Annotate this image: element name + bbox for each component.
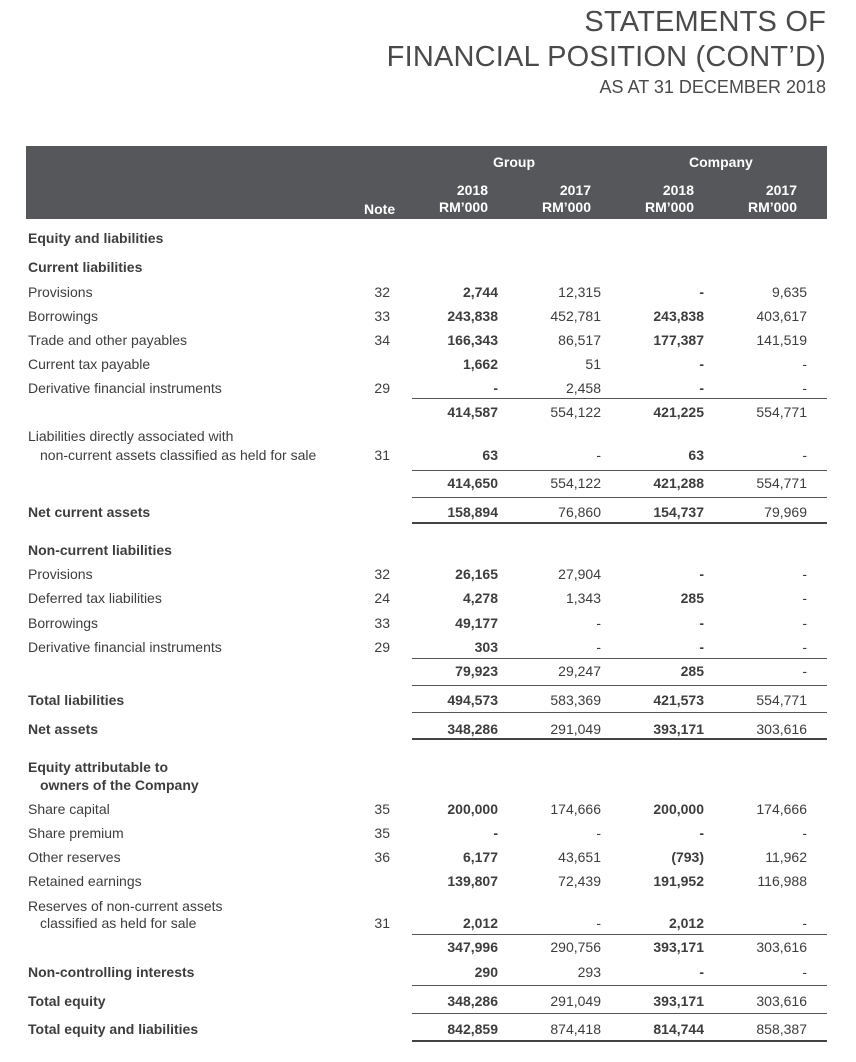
- table-header: [26, 146, 827, 219]
- cell-group-2017: -: [596, 915, 601, 931]
- cell-company-2018: 421,573: [653, 692, 704, 708]
- cell-company-2017: -: [802, 356, 807, 372]
- cell-group-2018: 4,278: [462, 590, 498, 606]
- table-row: [26, 355, 827, 375]
- cell-company-2017: 554,771: [756, 404, 807, 420]
- cell-group-2017: 452,781: [550, 308, 601, 324]
- cell-group-2018: 166,343: [447, 332, 498, 348]
- cell-company-2017: 303,616: [756, 939, 807, 955]
- row-label: Share capital: [28, 801, 110, 817]
- cell-group-2018: 347,996: [447, 939, 498, 955]
- row-note: 35: [374, 825, 390, 841]
- table-row: [26, 307, 827, 327]
- row-label: Borrowings: [28, 308, 99, 324]
- cell-company-2017: -: [802, 825, 807, 841]
- cell-company-2017: 79,969: [764, 504, 807, 520]
- table-row: [26, 565, 827, 585]
- row-label: Total equity: [28, 993, 106, 1009]
- cell-group-2017: 27,904: [558, 566, 601, 582]
- cell-company-2017: 174,666: [756, 801, 807, 817]
- table-row: [26, 1020, 827, 1040]
- table-row: [26, 474, 827, 494]
- row-label: Current liabilities: [28, 259, 143, 275]
- row-label: Non-current liabilities: [28, 542, 172, 558]
- row-label: Borrowings: [28, 615, 99, 631]
- cell-group-2017: 1,343: [565, 590, 601, 606]
- row-label: Total equity and liabilities: [28, 1021, 199, 1037]
- table-row: [26, 403, 827, 423]
- col-group-2018-year: 2018: [456, 182, 488, 198]
- row-label: owners of the Company: [40, 777, 199, 793]
- row-label: Share premium: [28, 825, 124, 841]
- cell-group-2018: 494,573: [447, 692, 498, 708]
- table-row: [26, 331, 827, 351]
- cell-company-2017: 554,771: [756, 475, 807, 491]
- row-label: Non-controlling interests: [28, 964, 195, 980]
- row-note: 33: [374, 308, 390, 324]
- table-row: [26, 758, 827, 778]
- row-note: 36: [374, 849, 390, 865]
- col-company-2018-unit: RM’000: [644, 199, 694, 215]
- col-group-2018-unit: RM’000: [438, 199, 488, 215]
- cell-company-2018: -: [699, 615, 704, 631]
- row-label: Deferred tax liabilities: [28, 590, 162, 606]
- cell-group-2017: 174,666: [550, 801, 601, 817]
- cell-group-2018: 303: [474, 639, 498, 655]
- row-label: Net current assets: [28, 504, 151, 520]
- cell-company-2018: 393,171: [653, 993, 704, 1009]
- cell-group-2018: 63: [482, 447, 498, 463]
- cell-group-2018: 348,286: [447, 721, 498, 737]
- table-row: [26, 229, 827, 249]
- cell-group-2017: 583,369: [550, 692, 601, 708]
- cell-group-2018: 26,165: [455, 566, 498, 582]
- cell-company-2018: 243,838: [653, 308, 704, 324]
- cell-company-2017: -: [802, 447, 807, 463]
- table-row: [26, 427, 827, 447]
- cell-group-2018: -: [493, 380, 498, 396]
- cell-group-2018: 842,859: [447, 1021, 498, 1037]
- title-line-1: STATEMENTS OF: [584, 6, 826, 38]
- cell-company-2017: -: [802, 380, 807, 396]
- row-note: 35: [374, 801, 390, 817]
- cell-group-2018: 414,650: [447, 475, 498, 491]
- table-row: [26, 379, 827, 399]
- cell-group-2018: 2,012: [462, 915, 498, 931]
- cell-company-2017: -: [802, 566, 807, 582]
- cell-group-2018: 2,744: [462, 284, 498, 300]
- cell-company-2017: 9,635: [771, 284, 807, 300]
- page-title: [387, 8, 826, 96]
- row-label: Other reserves: [28, 849, 121, 865]
- cell-company-2018: -: [699, 566, 704, 582]
- cell-company-2018: 393,171: [653, 939, 704, 955]
- table-row: [26, 914, 827, 934]
- table-row: [26, 446, 827, 466]
- table-row: [26, 662, 827, 682]
- table-row: [26, 691, 827, 711]
- row-note: 33: [374, 615, 390, 631]
- cell-company-2017: 403,617: [756, 308, 807, 324]
- title-line-2: FINANCIAL POSITION (CONT’D): [386, 41, 826, 73]
- cell-group-2017: -: [596, 447, 601, 463]
- table-row: [26, 541, 827, 561]
- cell-group-2018: 49,177: [455, 615, 498, 631]
- cell-company-2018: 421,225: [653, 404, 704, 420]
- cell-company-2018: (793): [671, 849, 704, 865]
- row-note: 34: [374, 332, 390, 348]
- cell-company-2018: -: [699, 356, 704, 372]
- table-row: [26, 638, 827, 658]
- row-label: Provisions: [28, 284, 93, 300]
- cell-group-2017: 43,651: [558, 849, 601, 865]
- cell-company-2018: -: [699, 825, 704, 841]
- cell-company-2017: 303,616: [756, 721, 807, 737]
- cell-group-2018: 1,662: [462, 356, 498, 372]
- cell-group-2018: 200,000: [447, 801, 498, 817]
- cell-group-2018: 243,838: [447, 308, 498, 324]
- cell-company-2017: -: [802, 590, 807, 606]
- cell-company-2017: -: [802, 915, 807, 931]
- cell-group-2017: 51: [585, 356, 601, 372]
- cell-company-2017: -: [802, 639, 807, 655]
- row-label: Total liabilities: [28, 692, 125, 708]
- row-note: 32: [374, 566, 390, 582]
- row-note: 24: [374, 590, 390, 606]
- col-group-2017-year: 2017: [559, 182, 591, 198]
- cell-company-2018: -: [699, 284, 704, 300]
- cell-group-2018: 414,587: [447, 404, 498, 420]
- row-label: classified as held for sale: [40, 915, 197, 931]
- cell-company-2018: 63: [688, 447, 704, 463]
- table-row: [26, 720, 827, 740]
- table-row: [26, 283, 827, 303]
- cell-company-2017: 116,988: [757, 873, 807, 889]
- cell-group-2017: 2,458: [565, 380, 601, 396]
- group-heading: Group: [493, 154, 535, 170]
- row-label: Equity and liabilities: [28, 230, 164, 246]
- cell-group-2017: 76,860: [558, 504, 601, 520]
- row-label: Retained earnings: [28, 873, 142, 889]
- row-label: Trade and other payables: [28, 332, 188, 348]
- table-row: [26, 800, 827, 820]
- row-label: Derivative financial instruments: [28, 639, 222, 655]
- cell-group-2018: 79,923: [455, 663, 498, 679]
- cell-company-2018: 191,952: [653, 873, 704, 889]
- row-note: 31: [374, 447, 390, 463]
- table-row: [26, 872, 827, 892]
- cell-group-2018: 290: [474, 964, 498, 980]
- table-row: [26, 503, 827, 523]
- cell-group-2018: 6,177: [462, 849, 498, 865]
- table-row: [26, 848, 827, 868]
- cell-company-2018: 285: [680, 663, 704, 679]
- col-group-2017-unit: RM’000: [541, 199, 591, 215]
- cell-group-2017: 554,122: [550, 404, 601, 420]
- table-row: [26, 963, 827, 983]
- cell-group-2017: 291,049: [550, 721, 601, 737]
- cell-company-2018: -: [699, 380, 704, 396]
- cell-company-2017: 858,387: [756, 1021, 807, 1037]
- row-note: 29: [374, 639, 390, 655]
- cell-company-2018: 2,012: [668, 915, 704, 931]
- cell-group-2017: 12,315: [558, 284, 601, 300]
- col-company-2017-year: 2017: [765, 182, 797, 198]
- title-date: AS AT 31 DECEMBER 2018: [599, 77, 826, 97]
- col-company-2017-unit: RM’000: [747, 199, 797, 215]
- row-label: Liabilities directly associated with: [28, 428, 234, 444]
- table-row: [26, 824, 827, 844]
- cell-group-2017: -: [596, 825, 601, 841]
- cell-group-2017: 291,049: [550, 993, 601, 1009]
- cell-company-2018: 814,744: [653, 1021, 704, 1037]
- table-row: [26, 258, 827, 278]
- row-note: 32: [374, 284, 390, 300]
- cell-group-2018: 348,286: [447, 993, 498, 1009]
- cell-company-2017: -: [802, 964, 807, 980]
- cell-company-2018: 177,387: [653, 332, 704, 348]
- cell-group-2017: 293: [577, 964, 601, 980]
- table-row: [26, 776, 827, 796]
- row-label: Derivative financial instruments: [28, 380, 222, 396]
- cell-company-2017: 303,616: [756, 993, 807, 1009]
- note-heading: Note: [364, 201, 396, 217]
- cell-group-2017: 86,517: [558, 332, 601, 348]
- cell-company-2018: 154,737: [653, 504, 704, 520]
- cell-group-2017: -: [596, 615, 601, 631]
- cell-group-2018: -: [493, 825, 498, 841]
- cell-group-2017: 874,418: [550, 1021, 601, 1037]
- cell-company-2017: -: [802, 663, 807, 679]
- cell-company-2017: 141,519: [756, 332, 807, 348]
- cell-company-2018: 421,288: [653, 475, 704, 491]
- cell-company-2018: 200,000: [653, 801, 704, 817]
- table-row: [26, 938, 827, 958]
- cell-group-2018: 158,894: [447, 504, 498, 520]
- cell-group-2017: -: [596, 639, 601, 655]
- cell-group-2017: 72,439: [558, 873, 601, 889]
- cell-company-2018: -: [699, 964, 704, 980]
- cell-company-2018: 393,171: [653, 721, 704, 737]
- table-row: [26, 589, 827, 609]
- table-row: [26, 614, 827, 634]
- cell-group-2018: 139,807: [447, 873, 498, 889]
- row-note: 29: [374, 380, 390, 396]
- cell-company-2018: 285: [680, 590, 704, 606]
- cell-company-2017: 11,962: [765, 849, 807, 865]
- cell-group-2017: 554,122: [550, 475, 601, 491]
- table-row: [26, 992, 827, 1012]
- row-note: 31: [374, 915, 390, 931]
- row-label: Equity attributable to: [28, 759, 168, 775]
- company-heading: Company: [689, 154, 753, 170]
- cell-group-2017: 29,247: [558, 663, 601, 679]
- cell-group-2017: 290,756: [550, 939, 601, 955]
- row-label: Provisions: [28, 566, 93, 582]
- cell-company-2018: -: [699, 639, 704, 655]
- row-label: non-current assets classified as held for sale: [40, 447, 317, 463]
- row-label: Reserves of non-current assets: [28, 898, 223, 914]
- row-label: Net assets: [28, 721, 99, 737]
- row-label: Current tax payable: [28, 356, 151, 372]
- cell-company-2017: 554,771: [756, 692, 807, 708]
- cell-company-2017: -: [802, 615, 807, 631]
- col-company-2018-year: 2018: [662, 182, 694, 198]
